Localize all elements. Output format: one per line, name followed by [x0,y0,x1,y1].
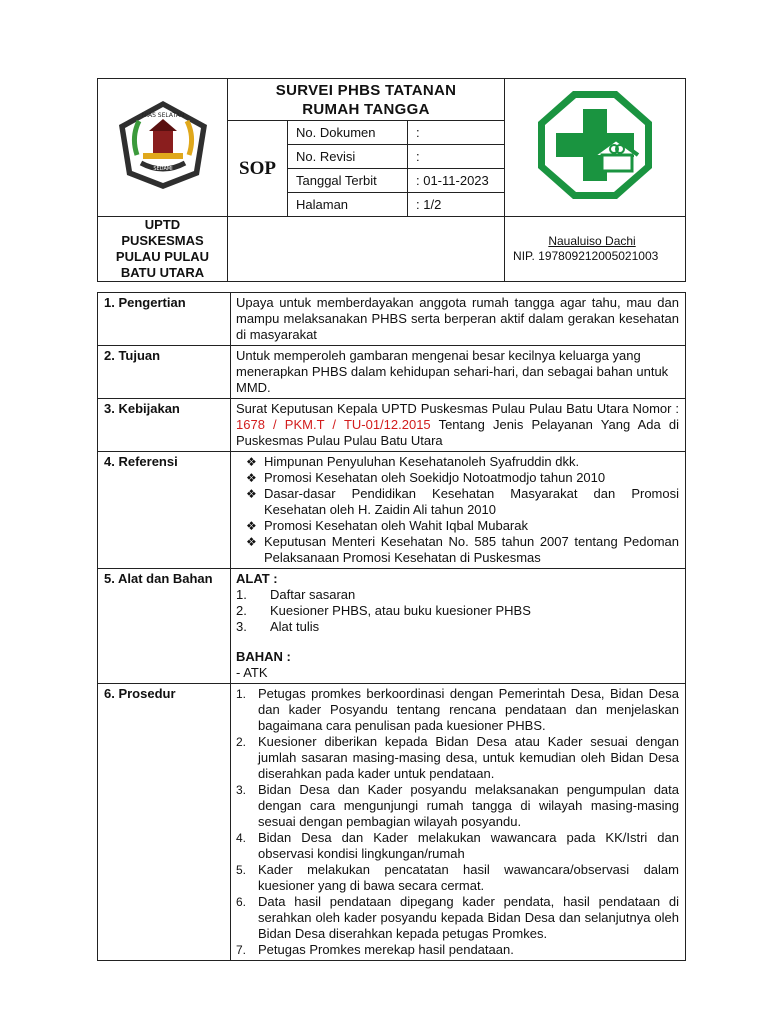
step-number: 2. [236,735,247,749]
step-text: Petugas promkes berkoordinasi dengan Pemerintah Desa, Bidan Desa dan kader Posyandu tentang rencana pendataan dan menjelaskan bagaimana cara penulisan pada kuesioner PHBS. [258,686,679,733]
field-value-no-dokumen: : [408,121,505,145]
kebijakan-nomor: 1678 / PKM.T / TU-01/12.2015 [236,417,431,432]
section-label-tujuan: 2. Tujuan [98,346,231,399]
alat-text: Alat tulis [270,619,320,634]
sop-content-table [97,292,686,961]
bahan-title: BAHAN : [236,649,291,664]
section-list-prosedur [231,684,686,961]
section-label-prosedur: 6. Prosedur [98,684,231,961]
org-line-2: PUSKESMAS [121,233,204,248]
list-item [236,587,679,603]
section-body-alat-bahan [231,569,686,684]
step-number: 3. [236,783,247,797]
org-line-3: PULAU PULAU [115,249,210,264]
row-pengertian [98,293,686,346]
list-item [236,619,679,635]
section-text-pengertian: Upaya untuk memberdayakan anggota rumah tangga agar tahu, mau dan mampu melaksanakan PHBS serta berperan aktif dalam gerakan kesehatan di masyarakat [231,293,686,346]
kebijakan-nomor-prefix: Nomor : [632,401,679,416]
referensi-text: Dasar-dasar Pendidikan Kesehatan Masyarakat dan Promosi Kesehatan oleh H. Zaidin Ali tahun 2010 [264,486,679,517]
step-text: Data hasil pendataan dipegang kader pendata, hasil pendataan di serahkan oleh kader posyandu kepada Bidan Desa dan selanjutnya oleh Bidan Desa diserahkan kepada petugas Promkes. [258,894,679,941]
list-item [236,518,679,534]
kebijakan-line1: Surat Keputusan Kepala UPTD Puskesmas Pulau Pulau Batu Utara [236,401,629,416]
referensi-text: Keputusan Menteri Kesehatan No. 585 tahun 2007 tentang Pedoman Pelaksanaan Promosi Kesehatan di Puskesmas [264,534,679,565]
diamond-bullet-icon: ❖ [246,487,257,501]
referensi-text: Promosi Kesehatan oleh Soekidjo Notoatmodjo tahun 2010 [264,470,606,485]
diamond-bullet-icon: ❖ [246,471,257,485]
step-number: 6. [236,895,247,909]
step-text: Kuesioner diberikan kepada Bidan Desa atau Kader sesuai dengan jumlah sasaran masing-masing desa, untuk kemudian oleh Bidan Desa diserahkan pada kader untuk pendataan. [258,734,679,781]
step-text: Bidan Desa dan Kader posyandu melaksanakan pengumpulan data dengan cara mengunjungi rumah tangga di wilayah masing-masing sesuai dengan pembagian wilayah posyandu. [258,782,679,829]
section-label-pengertian: 1. Pengertian [98,293,231,346]
step-number: 4. [236,831,247,845]
step-text: Kader melakukan pencatatan hasil wawancara/observasi dalam kuesioner yang di bawa secara cermat. [258,862,679,893]
kebijakan-rest: Tentang Jenis Pelayanan Yang Ada di Puskesmas Pulau Pulau Batu Utara [236,417,679,448]
bahan-text: - ATK [236,665,268,680]
list-item [236,862,679,894]
document-title [228,79,505,121]
diamond-bullet-icon: ❖ [246,535,257,549]
field-label-no-dokumen: No. Dokumen [288,121,408,145]
field-value-tanggal-terbit: : 01-11-2023 [408,169,505,193]
step-text: Petugas Promkes merekap hasil pendataan. [258,942,514,957]
step-number: 7. [236,943,247,957]
diamond-bullet-icon: ❖ [246,455,257,469]
referensi-text: Promosi Kesehatan oleh Wahit Iqbal Mubarak [264,518,528,533]
list-item [236,894,679,942]
row-prosedur [98,684,686,961]
health-logo-cell [505,79,686,217]
list-item [236,942,679,958]
section-text-kebijakan [231,399,686,452]
list-item [236,486,679,518]
section-list-referensi [231,452,686,569]
org-line-1: UPTD [144,217,181,232]
field-label-tanggal-terbit: Tanggal Terbit [288,169,408,193]
list-item [236,454,679,470]
row-alat-bahan [98,569,686,684]
step-text: Bidan Desa dan Kader melakukan wawancara pada KK/Istri dan observasi kondisi lingkungan/rumah [258,830,679,861]
signature-space [228,217,505,282]
puskesmas-logo-icon [536,89,654,201]
regency-emblem-icon [113,97,213,193]
header-table [97,78,686,282]
row-tujuan [98,346,686,399]
section-label-alat-bahan: 5. Alat dan Bahan [98,569,231,684]
emblem-bottom-text: SEDAMI [152,166,173,172]
signer-nip: NIP. 197809212005021003 [513,249,659,263]
alat-text: Daftar sasaran [270,587,356,602]
title-line-2: RUMAH TANGGA [302,100,430,118]
organization-name [98,217,228,282]
field-value-no-revisi: : [408,145,505,169]
step-number: 5. [236,863,247,877]
list-item [236,534,679,566]
section-label-kebijakan: 3. Kebijakan [98,399,231,452]
org-line-4: BATU UTARA [120,265,205,280]
alat-number: 3. [236,619,247,634]
list-item [236,470,679,486]
list-item [236,686,679,734]
referensi-text: Himpunan Penyuluhan Kesehatanoleh Syafruddin dkk. [264,454,580,469]
list-item [236,782,679,830]
list-item [236,734,679,782]
list-item [236,830,679,862]
diamond-bullet-icon: ❖ [246,519,257,533]
alat-title: ALAT : [236,571,278,586]
alat-text: Kuesioner PHBS, atau buku kuesioner PHBS [270,603,531,618]
field-value-halaman: : 1/2 [408,193,505,217]
emblem-top-text: NIAS SELATAN [141,112,184,119]
regency-logo-cell [98,79,228,217]
row-referensi [98,452,686,569]
signer-name: Naualuiso Dachi [548,234,636,248]
alat-number: 2. [236,603,247,618]
section-text-tujuan: Untuk memperoleh gambaran mengenai besar kecilnya keluarga yang menerapkan PHBS dalam kehidupan sehari-hari, dan sebagai bahan untuk MMD. [231,346,686,399]
sop-label: SOP [228,121,288,217]
alat-number: 1. [236,587,247,602]
field-label-halaman: Halaman [288,193,408,217]
list-item [236,603,679,619]
step-number: 1. [236,687,247,701]
row-kebijakan [98,399,686,452]
signer-block [505,217,686,282]
field-label-no-revisi: No. Revisi [288,145,408,169]
section-label-referensi: 4. Referensi [98,452,231,569]
title-line-1: SURVEI PHBS TATANAN [275,81,457,99]
